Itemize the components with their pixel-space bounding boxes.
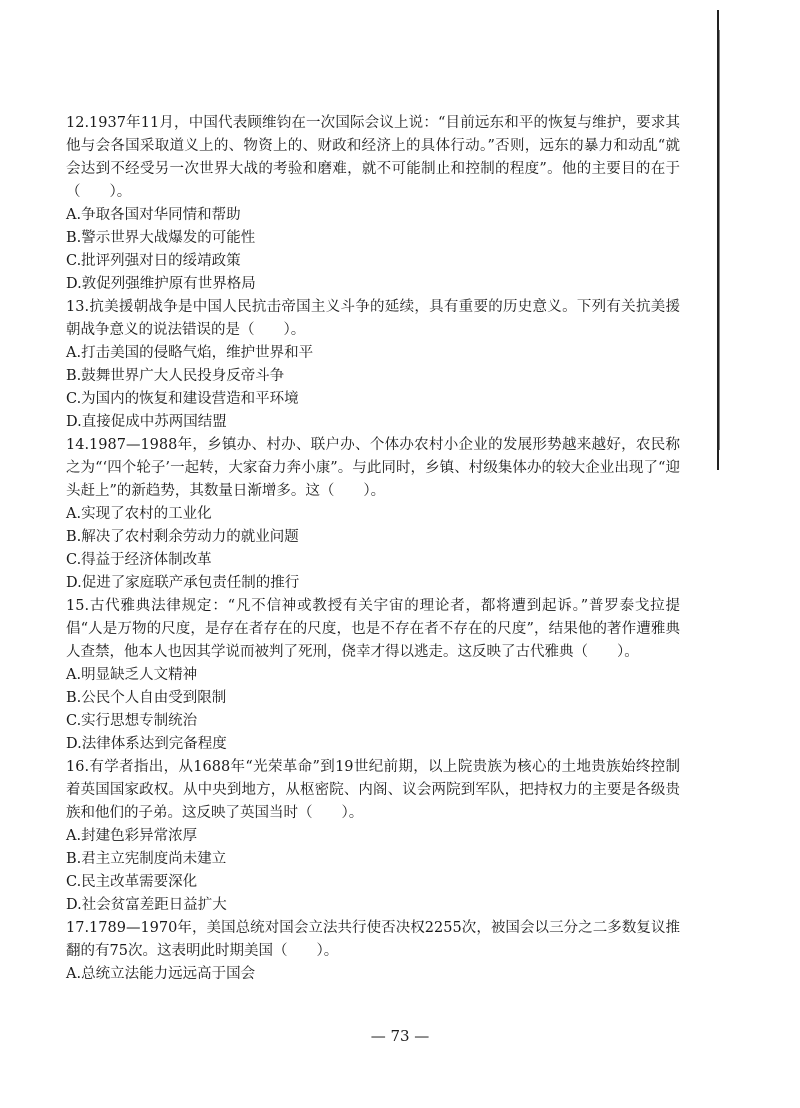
page-number: — 73 —	[370, 1027, 430, 1045]
question-16	[66, 756, 680, 917]
option-b: B.君主立宪制度尚未建立	[66, 851, 227, 867]
option-a: A.打击美国的侵略气焰，维护世界和平	[66, 345, 314, 361]
option-a: A.封建色彩异常浓厚	[66, 828, 198, 844]
question-15	[66, 595, 680, 756]
option-d: D.直接促成中苏两国结盟	[66, 414, 227, 430]
option-c: C.批评列强对日的绥靖政策	[66, 253, 241, 269]
option-d: D.法律体系达到完备程度	[66, 736, 227, 752]
question-stem: 16.有学者指出，从1688年“光荣革命”到19世纪前期，以上院贵族为核心的土地贵族始终控制着英国国家政权。从中央到地方，从枢密院、内阁、议会两院到军队，把持权力的主要是各级贵族和他们的子弟。这反映了英国当时（ ）。	[66, 759, 680, 821]
question-17	[66, 917, 680, 986]
option-c: C.为国内的恢复和建设营造和平环境	[66, 391, 299, 407]
question-stem: 12.1937年11月，中国代表顾维钧在一次国际会议上说：“目前远东和平的恢复与维护，要求其他与会各国采取道义上的、物资上的、财政和经济上的具体行动。”否则，远东的暴力和动乱“就会达到不经受另一次世界大战的考验和磨难，就不可能制止和控制的程度”。他的主要目的在于（ ）。	[66, 115, 680, 200]
option-b: B.鼓舞世界广大人民投身反帝斗争	[66, 368, 285, 384]
option-d: D.敦促列强维护原有世界格局	[66, 276, 256, 292]
option-b: B.公民个人自由受到限制	[66, 690, 227, 706]
option-c: C.民主改革需要深化	[66, 874, 198, 890]
option-a: A.实现了农村的工业化	[66, 506, 212, 522]
question-stem: 13.抗美援朝战争是中国人民抗击帝国主义斗争的延续，具有重要的历史意义。下列有关抗美援朝战争意义的说法错误的是（ ）。	[66, 299, 680, 338]
question-list	[66, 112, 680, 986]
question-stem: 15.古代雅典法律规定：“凡不信神或教授有关宇宙的理论者，都将遭到起诉。”普罗泰戈拉提倡“人是万物的尺度，是存在者存在的尺度，也是不存在者不存在的尺度”，结果他的著作遭雅典人查禁，他本人也因其学说而被判了死刑，侥幸才得以逃走。这反映了古代雅典（ ）。	[66, 598, 680, 660]
option-a: A.明显缺乏人文精神	[66, 667, 198, 683]
option-d: D.促进了家庭联产承包责任制的推行	[66, 575, 300, 591]
option-b: B.警示世界大战爆发的可能性	[66, 230, 256, 246]
option-a: A.争取各国对华同情和帮助	[66, 207, 241, 223]
question-12	[66, 112, 680, 296]
option-b: B.解决了农村剩余劳动力的就业问题	[66, 529, 299, 545]
question-stem: 17.1789—1970年，美国总统对国会立法共行使否决权2255次，被国会以三分之二多数复议推翻的有75次。这表明此时期美国（ ）。	[66, 920, 680, 959]
question-13	[66, 296, 680, 434]
page-binding-shadow	[719, 30, 720, 450]
option-a: A.总统立法能力远远高于国会	[66, 966, 256, 982]
option-c: C.实行思想专制统治	[66, 713, 198, 729]
option-c: C.得益于经济体制改革	[66, 552, 212, 568]
option-d: D.社会贫富差距日益扩大	[66, 897, 227, 913]
question-stem: 14.1987—1988年，乡镇办、村办、联户办、个体办农村小企业的发展形势越来越好，农民称之为“‘四个轮子’一起转，大家奋力奔小康”。与此同时，乡镇、村级集体办的较大企业出现了“迎头赶上”的新趋势，其数量日渐增多。这（ ）。	[66, 437, 680, 499]
question-14	[66, 434, 680, 595]
